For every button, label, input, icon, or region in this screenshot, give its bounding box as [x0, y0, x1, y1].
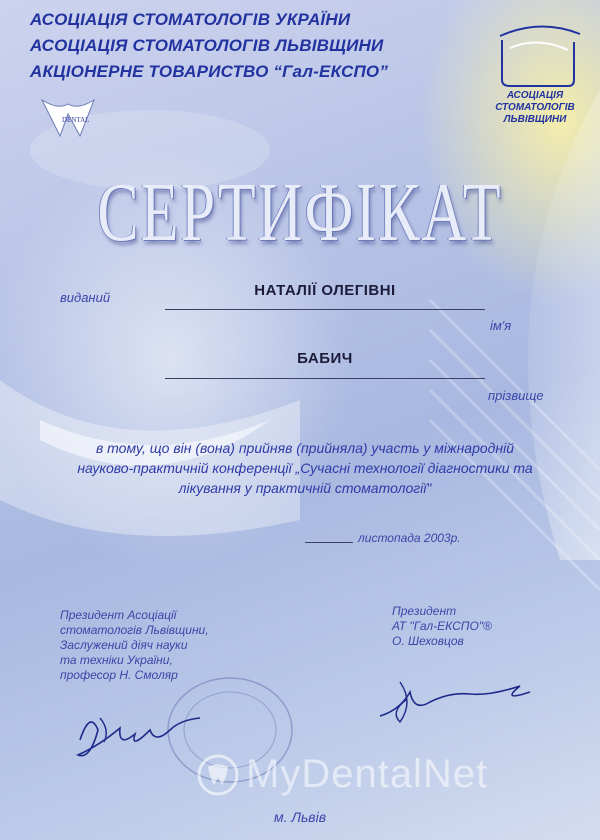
issued-label: виданий: [60, 290, 111, 305]
right-signatory: [392, 604, 492, 649]
certificate-title: СЕРТИФІКАТ: [97, 166, 503, 259]
logo-line-3: ЛЬВІВЩИНИ: [503, 114, 567, 125]
left-signatory-line-1: Президент Асоціації: [60, 608, 177, 622]
watermark-text: MyDentalNet: [246, 752, 489, 796]
right-signatory-line-1: Президент: [392, 604, 457, 618]
date-day-line: [305, 542, 353, 543]
left-signatory-line-4: та техніки України,: [60, 653, 173, 667]
date-text: листопада 2003р.: [358, 531, 461, 545]
association-emblem-icon: [480, 14, 590, 94]
right-signatory-line-2: АТ "Гал-ЕКСПО"®: [392, 619, 492, 633]
certificate-body: [40, 438, 570, 498]
logo-line-1: АСОЦІАЦІЯ: [506, 90, 564, 101]
body-line-2: науково-практичній конференції „Сучасні технології діагностики та: [77, 460, 533, 476]
city: м. Львів: [273, 809, 327, 825]
tooth-watermark-icon: [196, 753, 240, 797]
name-label: ім'я: [490, 318, 512, 333]
body-line-3: лікування у практичній стоматології": [178, 480, 432, 496]
logo-line-2: СТОМАТОЛОГІВ: [495, 102, 575, 113]
body-line-1: в тому, що він (вона) прийняв (прийняла) участь у міжнародній: [95, 440, 515, 456]
watermark: [196, 752, 488, 797]
header-line-1: АСОЦІАЦІЯ СТОМАТОЛОГІВ УКРАЇНИ: [30, 10, 351, 29]
left-signatory-line-3: Заслужений діяч науки: [60, 638, 188, 652]
left-signatory-line-5: професор Н. Смоляр: [60, 668, 178, 682]
first-name-line: [165, 309, 485, 310]
last-name-line: [165, 378, 485, 379]
right-signatory-line-3: О. Шеховцов: [392, 634, 464, 648]
right-signature: [370, 672, 540, 732]
header-line-3: АКЦІОНЕРНЕ ТОВАРИСТВО “Гал-ЕКСПО”: [30, 62, 389, 81]
last-name-value: БАБИЧ: [297, 350, 353, 367]
left-signatory-line-2: стоматологів Львівщини,: [60, 623, 209, 637]
dental-logo: [38, 96, 98, 140]
header-line-2: АСОЦІАЦІЯ СТОМАТОЛОГІВ ЛЬВІВЩИНИ: [30, 36, 384, 55]
surname-label: прізвище: [488, 388, 544, 403]
first-name-value: НАТАЛІЇ ОЛЕГІВНІ: [254, 282, 396, 299]
association-logo: [480, 14, 590, 124]
dental-logo-text: DENTAL: [62, 116, 90, 124]
